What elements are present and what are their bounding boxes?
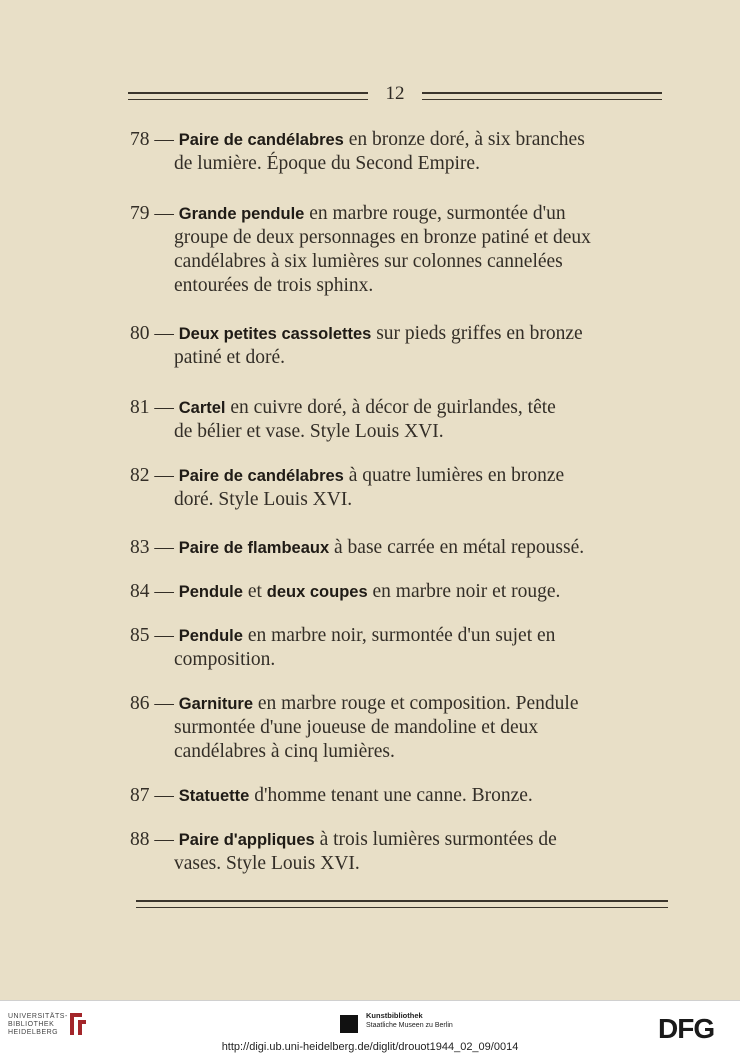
entry-dash: — [154,693,174,714]
entry-continuation: surmontée d'une joueuse de mandoline et deux candélabres à cinq lumières. [174,717,539,762]
entry-text: en marbre noir et rouge. [367,581,561,602]
ub-seal-icon [68,1011,88,1037]
entry-title: Paire d'appliques [178,831,315,849]
entry-continuation: patiné et doré. [174,347,285,368]
header-rule-right [422,92,662,100]
entry-text: en bronze doré, à six branches [343,129,585,150]
ub-name-line: HEIDELBERG [8,1029,59,1036]
entry-dash: — [154,397,174,418]
entry-continuation: de lumière. Époque du Second Empire. [174,153,480,174]
entry-title: Deux petites cassolettes [178,325,372,343]
entry-title: Paire de candélabres [178,467,344,485]
entry-dash: — [154,323,174,344]
entry-number: 84 [130,581,150,602]
entry-title: Paire de candélabres [178,131,344,149]
entry-number: 86 [130,693,150,714]
catalog-entry-85 [130,624,670,672]
entry-continuation: vases. Style Louis XVI. [174,853,360,874]
entry-number: 88 [130,829,150,850]
entry-text: d'homme tenant une canne. Bronze. [249,785,533,806]
page-number: 12 [385,83,405,104]
catalog-entry-84 [130,580,670,604]
entry-number: 79 [130,203,150,224]
header-rule-left [128,92,368,100]
entry-dash: — [154,129,174,150]
entry-dash: — [154,829,174,850]
catalog-entry-82 [130,464,670,512]
page-header [128,82,662,108]
entry-continuation: groupe de deux personnages en bronze patiné et deux candélabres à six lumières sur colonnes cannelées entourées de trois sphinx. [174,227,591,296]
entry-title: Paire de flambeaux [178,539,330,557]
entry-number: 78 [130,129,150,150]
entry-continuation: de bélier et vase. Style Louis XVI. [174,421,444,442]
catalog-entry-87 [130,784,670,808]
entry-title: Garniture [178,695,254,713]
catalog-entry-86 [130,692,670,764]
entry-title: Pendule [178,627,243,645]
entry-title: Cartel [178,399,226,417]
entry-text: en cuivre doré, à décor de guirlandes, tête [225,397,556,418]
ub-heidelberg-logo[interactable] [8,1013,68,1037]
entry-text: à base carrée en métal repoussé. [329,537,585,558]
entry-dash: — [154,465,174,486]
entry-title-2: deux coupes [266,583,368,601]
permalink-url[interactable]: http://digi.ub.uni-heidelberg.de/diglit/drouot1944_02_09/0014 [221,1041,519,1053]
entry-continuation: doré. Style Louis XVI. [174,489,353,510]
entry-dash: — [154,581,174,602]
kb-square-icon [340,1015,358,1033]
catalog-entry-88 [130,828,670,876]
catalog-entry-79 [130,202,670,298]
catalog-entry-78 [130,128,670,176]
catalog-entry-80 [130,322,670,370]
entry-text: sur pieds griffes en bronze [371,323,583,344]
entry-dash: — [154,203,174,224]
catalog-entry-81 [130,396,670,444]
entry-number: 82 [130,465,150,486]
dfg-logo[interactable]: DFG [658,1013,715,1044]
entry-text: en marbre rouge et composition. Pendule [253,693,579,714]
kb-title: Kunstbibliothek [366,1011,423,1020]
entry-number: 81 [130,397,150,418]
entry-text: à quatre lumières en bronze [343,465,565,486]
digitization-ribbon [0,1000,740,1054]
ub-name-line: UNIVERSITÄTS- [8,1013,68,1020]
entry-text-mid: et [242,581,267,602]
entry-dash: — [154,625,174,646]
entry-text: en marbre noir, surmontée d'un sujet en [242,625,556,646]
entry-number: 80 [130,323,150,344]
kb-subtitle: Staatliche Museen zu Berlin [366,1022,453,1029]
entry-continuation: composition. [174,649,276,670]
entry-dash: — [154,785,174,806]
catalog-entry-83 [130,536,670,560]
entry-text: à trois lumières surmontées de [314,829,557,850]
entry-number: 83 [130,537,150,558]
entry-number: 85 [130,625,150,646]
entry-dash: — [154,537,174,558]
entry-title: Statuette [178,787,250,805]
entry-title: Grande pendule [178,205,305,223]
ub-name-line: BIBLIOTHEK [8,1021,55,1028]
entry-text: en marbre rouge, surmontée d'un [304,203,566,224]
entry-title: Pendule [178,583,243,601]
footer-rule [136,900,668,908]
entry-number: 87 [130,785,150,806]
